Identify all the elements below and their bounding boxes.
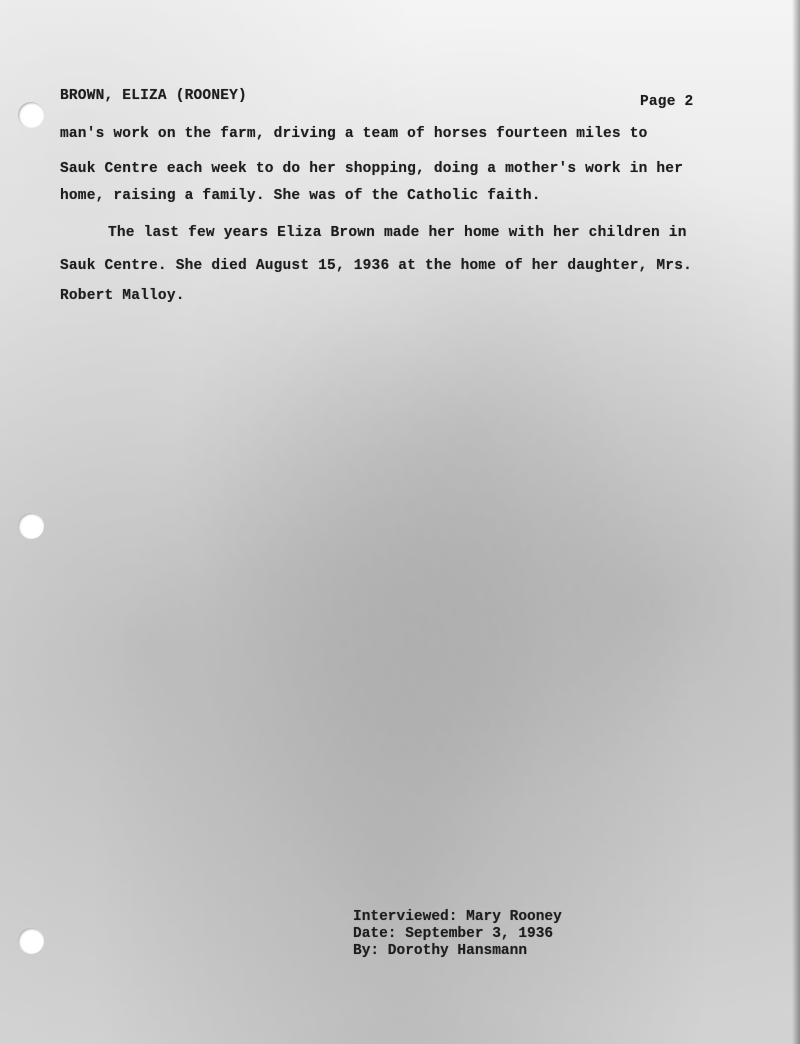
body-line: Sauk Centre. She died August 15, 1936 at the home of her daughter, Mrs.: [60, 258, 693, 274]
page-number: Page 2: [640, 94, 694, 110]
body-line: Robert Malloy.: [60, 288, 185, 304]
body-line: Sauk Centre each week to do her shopping, doing a mother's work in her: [60, 161, 684, 177]
punch-hole-top: [18, 102, 44, 128]
body-line: man's work on the farm, driving a team of horses fourteen miles to: [60, 126, 648, 142]
header-name: BROWN, ELIZA (ROONEY): [60, 88, 247, 104]
date-line: Date: September 3, 1936: [353, 926, 554, 942]
body-line: The last few years Eliza Brown made her home with her children in: [108, 225, 687, 241]
by-line: By: Dorothy Hansmann: [353, 943, 528, 959]
punch-hole-bottom: [18, 928, 44, 954]
body-line: home, raising a family. She was of the Catholic faith.: [60, 188, 541, 204]
page-edge-shadow: [792, 0, 800, 1044]
interviewed-line: Interviewed: Mary Rooney: [353, 909, 562, 925]
punch-hole-middle: [18, 513, 44, 539]
